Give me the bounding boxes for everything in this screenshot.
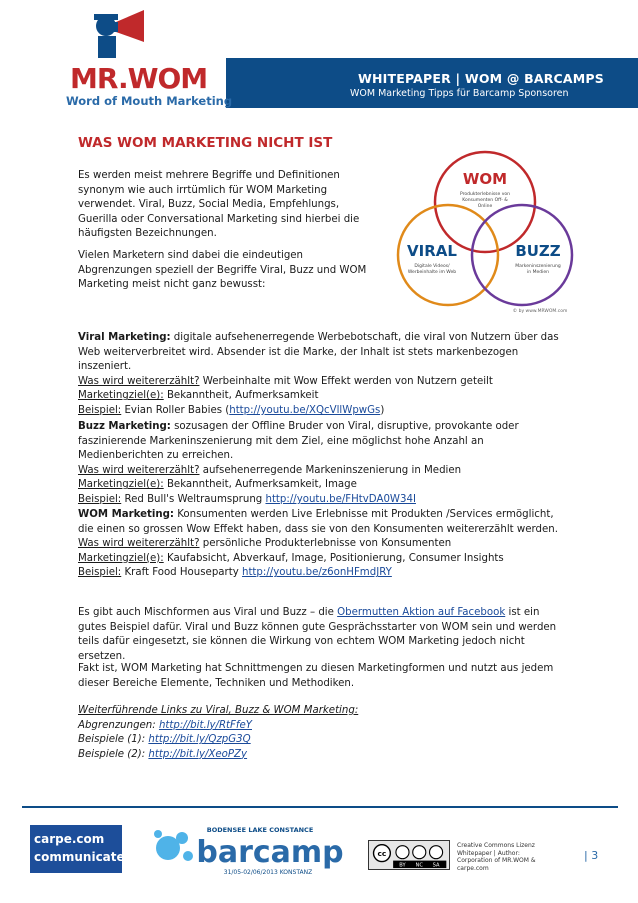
wom-what: Was wird weitererzählt? persönliche Produkterlebnisse von Konsumenten (78, 538, 452, 550)
abgrenzungen-link[interactable]: http://bit.ly/RtFfeY (158, 719, 252, 731)
further-links-heading: Weiterführende Links zu Viral, Buzz & WOM Marketing: (78, 705, 359, 716)
link-row-beispiele-2: Beispiele (2): http://bit.ly/XeoPZy (78, 748, 248, 760)
venn-desc-buzz-2: in Medien (527, 270, 549, 275)
carpe-logo: carpe.com communicate! (30, 825, 122, 873)
intro-paragraph-1: Es werden meist mehrere Begriffe und Definitionen synonym wie auch irrtümlich für WOM Marketing verwendet. Viral, Buzz, Social Media, Empfehlungs, Guerilla oder Conversational Marketing sind hierbei die häufigsten Bezeichnungen. (78, 170, 360, 240)
viral-term: Viral Marketing: (78, 332, 171, 343)
logo-tagline: Word of Mouth Marketing (66, 94, 233, 108)
wom-example: Beispiel: Kraft Food Houseparty http://youtu.be/z6onHFmdJRY (78, 567, 392, 579)
buzz-term: Buzz Marketing: (78, 421, 171, 432)
logo-text: MR.WOM (70, 62, 208, 95)
section-title: WAS WOM MARKETING NICHT IST (78, 135, 333, 151)
beispiele-2-link[interactable]: http://bit.ly/XeoPZy (148, 748, 248, 760)
page-number: | 3 (584, 849, 599, 862)
fact-paragraph: Fakt ist, WOM Marketing hat Schnittmengen zu diesen Marketingformen und nutzt aus jedem dieser Bereiche Elemente, Techniken und Methodiken. (78, 663, 554, 689)
buzz-definition: Buzz Marketing: sozusagen der Offline Bruder von Viral, disruptive, provokante oder faszinierende Markeninszenierung mit dem Ziel, eine möglichst hohe Anzahl an Medienberichten zu erreichen. (78, 421, 519, 462)
venn-label-buzz: BUZZ (515, 242, 561, 260)
wom-goal: Marketingziel(e): Kaufabsicht, Abverkauf, Image, Positionierung, Consumer Insights (78, 552, 504, 564)
venn-diagram (390, 150, 580, 315)
venn-desc-viral-1: Digitale Videos/ (414, 264, 450, 269)
viral-block (78, 331, 568, 419)
license-text: Creative Commons Lizenz Whitepaper | Author: Corporation of MR.WOM & carpe.com (457, 842, 536, 872)
barcamp-name: barcamp (196, 835, 344, 870)
venn-credit: © by www.MRWOM.com (512, 309, 568, 314)
cc-by: BY (399, 862, 406, 869)
venn-desc-buzz-1: Markeninszenierung (515, 264, 561, 269)
header-subtitle: WOM Marketing Tipps für Barcamp Sponsoren (350, 88, 569, 99)
megaphone-mascot-icon (84, 8, 154, 64)
venn-desc-wom-2: Konsumenten Off- & (462, 198, 508, 203)
barcamp-date: 31/05-02/06/2013 KONSTANZ (223, 869, 313, 876)
buzz-goal: Marketingziel(e): Bekanntheit, Aufmerksamkeit, Image (78, 479, 357, 491)
creative-commons-badge[interactable] (368, 840, 450, 870)
venn-desc-wom-3: Online (477, 204, 493, 209)
intro-paragraph-2: Vielen Marketern sind dabei die eindeutigen Abgrenzungen speziell der Begriffe Viral, Buzz und WOM Marketing meist nicht ganz bewusst: (78, 250, 367, 291)
viral-example: Beispiel: Evian Roller Babies (http://youtu.be/XQcVllWpwGs) (78, 404, 385, 416)
obermutten-link[interactable]: Obermutten Aktion auf Facebook (337, 607, 506, 618)
venn-label-viral: VIRAL (407, 242, 457, 260)
buzz-what: Was wird weitererzählt? aufsehenerregende Markeninszenierung in Medien (78, 464, 462, 476)
venn-desc-wom-1: Produkterlebnisse von (460, 192, 510, 197)
buzz-example: Beispiel: Red Bull's Weltraumsprung http://youtu.be/FHtvDA0W34I (78, 493, 416, 505)
footer-divider (22, 806, 618, 808)
viral-example-link[interactable]: http://youtu.be/XQcVllWpwGs (229, 404, 381, 416)
cc-nc: NC (415, 862, 423, 869)
beispiele-1-link[interactable]: http://bit.ly/QzpG3Q (148, 734, 251, 746)
link-row-abgrenzungen: Abgrenzungen: http://bit.ly/RtFfeY (78, 719, 252, 731)
viral-goal: Marketingziel(e): Bekanntheit, Aufmerksamkeit (78, 390, 319, 402)
wom-example-link[interactable]: http://youtu.be/z6onHFmdJRY (241, 567, 392, 579)
svg-text:cc: cc (377, 848, 387, 858)
further-links (78, 704, 568, 762)
barcamp-top-text: BODENSEE LAKE CONSTANCE (206, 826, 314, 834)
mix-paragraph: Es gibt auch Mischformen aus Viral und Buzz – die Obermutten Aktion auf Facebook ist ein gutes Beispiel dafür. Viral und Buzz können gute Gesprächsstarter von WOM sein und werden teils dafür eingesetzt, sie können die Wirkung von echtem WOM Marketing jedoch nicht ersetzen. (78, 607, 557, 662)
viral-definition: Viral Marketing: digitale aufsehenerregende Werbebotschaft, die viral von Nutzern über das Web weiterverbreitet wird. Absender ist die Marke, der Inhalt ist stets markenbezogen inszeniert. (78, 332, 559, 373)
viral-what: Was wird weitererzählt? Werbeinhalte mit Wow Effekt werden von Nutzern geteilt (78, 375, 493, 387)
cc-sa: SA (432, 862, 440, 869)
buzz-example-link[interactable]: http://youtu.be/FHtvDA0W34I (265, 493, 416, 505)
wom-term: WOM Marketing: (78, 509, 175, 520)
header-title: WHITEPAPER | WOM @ BARCAMPS (358, 71, 604, 86)
barcamp-logo (152, 820, 357, 880)
link-row-beispiele-1: Beispiele (1): http://bit.ly/QzpG3Q (78, 734, 251, 746)
wom-definition: WOM Marketing: Konsumenten werden Live Erlebnisse mit Produkten /Services ermöglicht, die einen so grossen Wow Effekt haben, dass sie von den Konsumenten weitererzählt werden. (78, 509, 558, 535)
page-header (0, 0, 638, 110)
venn-label-wom: WOM (462, 170, 508, 188)
wom-block (78, 508, 568, 581)
venn-desc-viral-2: Werbeinhalte im Web (407, 270, 457, 275)
buzz-block (78, 420, 568, 508)
